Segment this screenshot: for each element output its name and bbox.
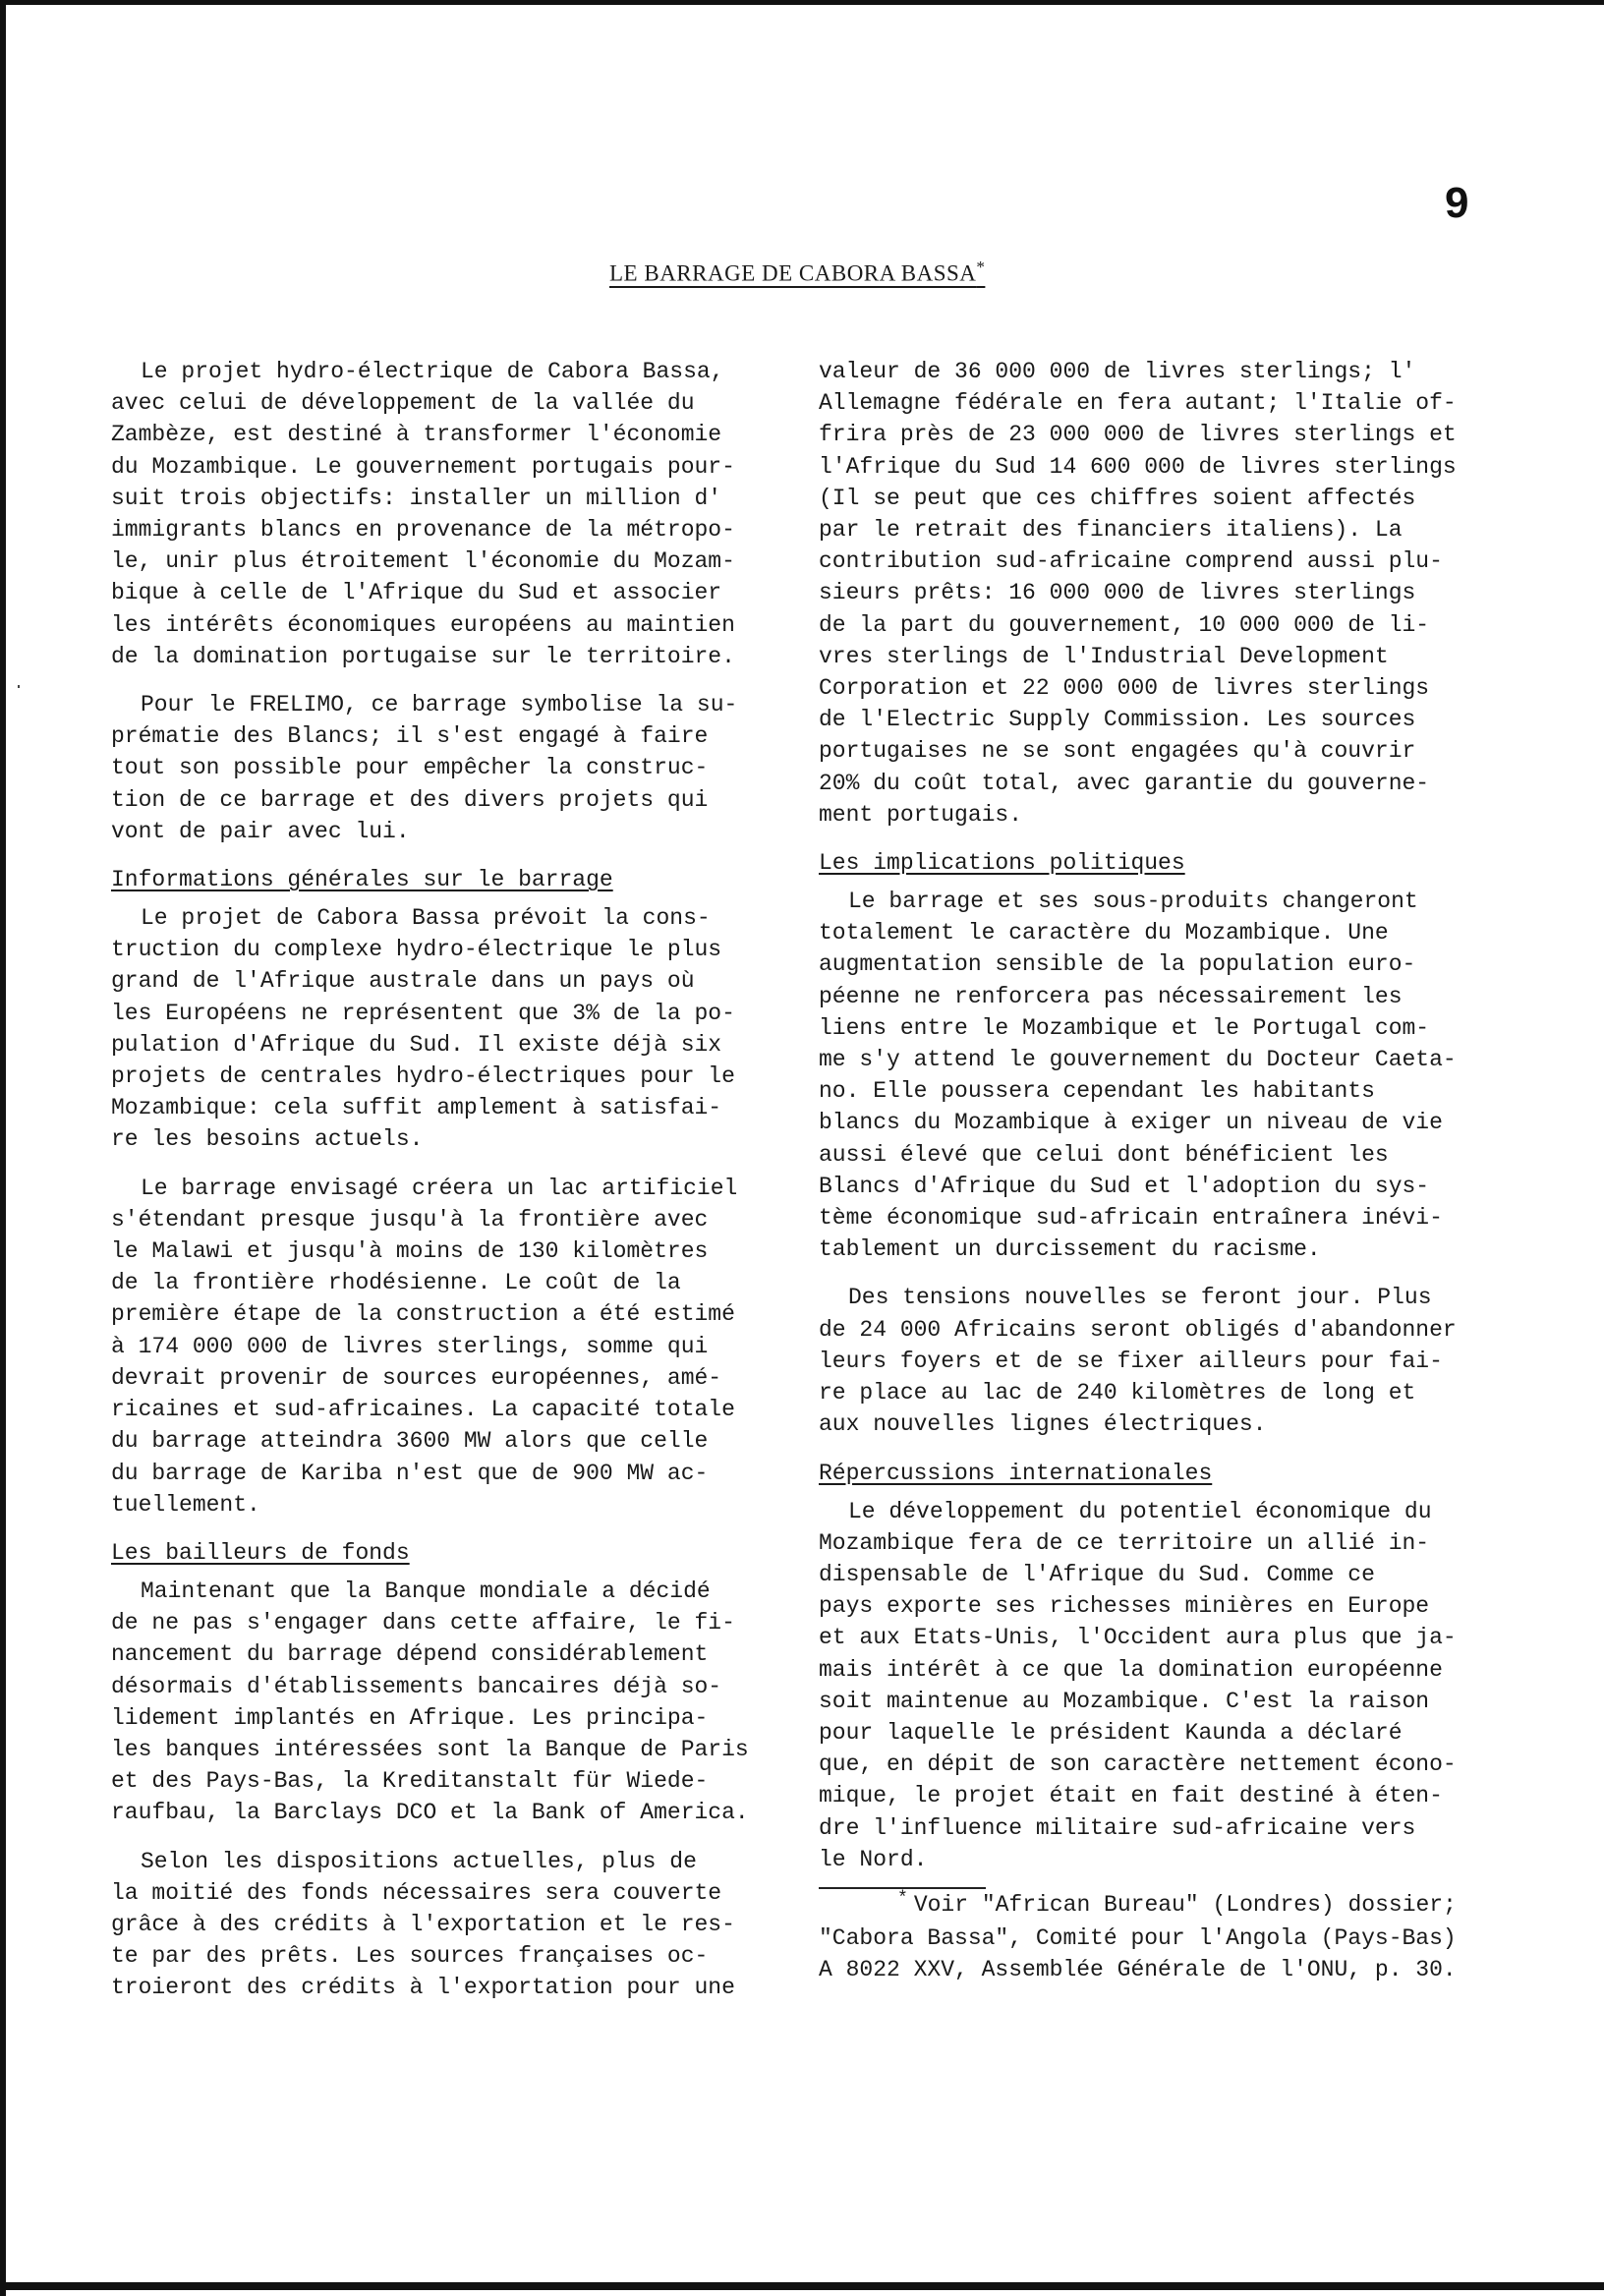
continuation-paragraph: valeur de 36 000 000 de livres sterlings; l' Allemagne fédérale en fera autant; l'Italie of- frira près de 23 000 000 de livres sterlings et l'Afrique du Sud 14 600 000 de livres sterlings (Il se peut que ces chiffres soient affectés par le retrait des financiers italiens). La contribution sud-africaine comprend aussi plu- sieurs prêts: 16 000 000 de livres sterlings de la part du gouvernement, 10 000 000 de li- vres sterlings de l'Industrial Development Corporation et 22 000 000 de livres sterlings de l'Electric Supply Commission. Les sources portugaises ne se sont engagées qu'à couvrir 20% du coût total, avec garantie du gouverne- ment portugais. [819,359,1457,828]
footnote-mark: * [897,1888,908,1909]
implications-paragraph-1: Le barrage et ses sous-produits changeront totalement le caractère du Mozambique. Une augmentation sensible de la population euro- péenne ne renforcera pas nécessairement les liens entre le Mozambique et le Portugal com- me s'y attend le gouvernement du Docteur Caeta- no. Elle poussera cependant les habitants blancs du Mozambique à exiger un niveau de vie aussi élevé que celui dont bénéficient les Blancs d'Afrique du Sud et l'adoption du sys- tème économique sud-africain entraînera inévi- tablement un durcissement du racisme. [819,889,1457,1263]
left-column [111,356,794,2021]
footnote-text: Voir "African Bureau" (Londres) dossier; "Cabora Bassa", Comité pour l'Angola (Pays-Bas) A 8022 XXV, Assemblée Générale de l'ONU, p. 30. [819,1891,1457,1983]
section-heading-implications: Les implications politiques [819,850,1185,877]
section-heading-bailleurs: Les bailleurs de fonds [111,1539,410,1566]
page-title [609,258,1002,287]
intro-paragraph-2: Pour le FRELIMO, ce barrage symbolise la su- prématie des Blancs; il s'est engagé à faire tout son possible pour empêcher la construc- tion de ce barrage et des divers projets qui vont de pair avec lui. [111,692,738,844]
page-border-left [0,0,6,2296]
page-number: 9 [1445,179,1469,227]
title-footnote-mark: * [976,258,986,276]
footnote [819,1889,1502,1986]
bailleurs-paragraph-1: Maintenant que la Banque mondiale a décidé de ne pas s'engager dans cette affaire, le fi- nancement du barrage dépend considérablement désormais d'établissements bancaires déjà so- lidement implantés en Afrique. Les principa- les banques intéressées sont la Banque de Paris et des Pays-Bas, la Kreditanstalt für Wiede- raufbau, la Barclays DCO et la Bank of America. [111,1578,749,1826]
scan-speck [18,685,20,688]
intro-paragraph-1: Le projet hydro-électrique de Cabora Bassa, avec celui de développement de la vallée du Zambèze, est destiné à transformer l'économie du Mozambique. Le gouvernement portugais pour- suit trois objectifs: installer un million d' immigrants blancs en provenance de la métropo- le, unir plus étroitement l'économie du Mozam- bique à celle de l'Afrique du Sud et associer les intérêts économiques européens au maintien de la domination portugaise sur le territoire. [111,359,735,669]
informations-paragraph-2: Le barrage envisagé créera un lac artificiel s'étendant presque jusqu'à la frontière avec le Malawi et jusqu'à moins de 130 kilomètres de la frontière rhodésienne. Le coût de la première étape de la construction a été estimé à 174 000 000 de livres sterlings, somme qui devrait provenir de sources européennes, amé- ricaines et sud-africaines. La capacité totale du barrage atteindra 3600 MW alors que celle du barrage de Kariba n'est que de 900 MW ac- tuellement. [111,1175,738,1518]
page-title-text: LE BARRAGE DE CABORA BASSA [609,260,977,286]
informations-paragraph-1: Le projet de Cabora Bassa prévoit la cons- truction du complexe hydro-électrique le plus grand de l'Afrique australe dans un pays où les Européens ne représentent que 3% de la po- pulation d'Afrique du Sud. Il existe déjà six projets de centrales hydro-électriques pour le Mozambique: cela suffit amplement à satisfai- re les besoins actuels. [111,905,735,1153]
right-column [819,356,1502,1986]
section-heading-informations: Informations générales sur le barrage [111,867,613,893]
repercussions-paragraph-1: Le développement du potentiel économique du Mozambique fera de ce territoire un allié in- dispensable de l'Afrique du Sud. Comme ce pays exporte ses richesses minières en Europe et aux Etats-Unis, l'Occident aura plus que ja- mais intérêt à ce que la domination européenne soit maintenue au Mozambique. C'est la raison pour laquelle le président Kaunda a déclaré que, en dépit de son caractère nettement écono- mique, le projet était en fait destiné à éten- dre l'influence militaire sud-africaine vers le Nord. [819,1498,1457,1872]
page-border-top [0,0,1604,5]
bailleurs-paragraph-2: Selon les dispositions actuelles, plus de la moitié des fonds nécessaires sera couverte grâce à des crédits à l'exportation et le res- te par des prêts. Les sources françaises oc- troieront des crédits à l'exportation pour une [111,1848,735,2001]
section-heading-repercussions: Répercussions internationales [819,1460,1213,1486]
page-border-bottom [0,2282,1604,2290]
implications-paragraph-2: Des tensions nouvelles se feront jour. Plus de 24 000 Africains seront obligés d'abandonner leurs foyers et de se fixer ailleurs pour fai- re place au lac de 240 kilomètres de long et aux nouvelles lignes électriques. [819,1285,1457,1438]
